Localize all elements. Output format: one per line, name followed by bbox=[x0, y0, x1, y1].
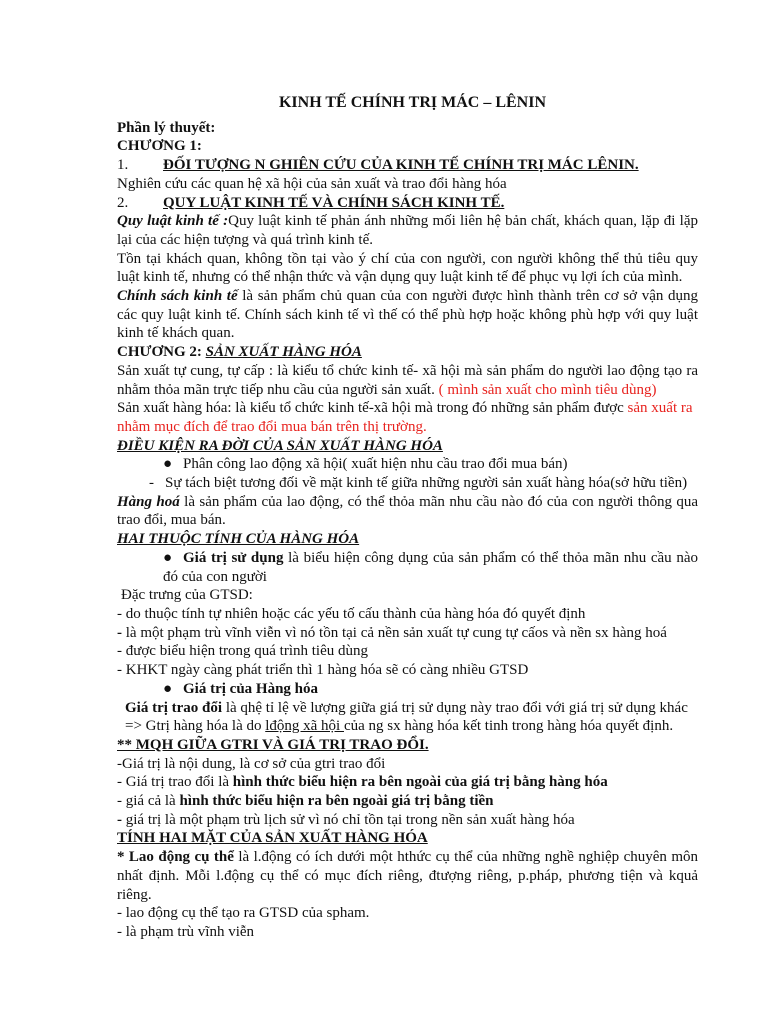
arrow-icon: => bbox=[125, 718, 142, 735]
relation-heading: ** MQH GIỮA GTRI VÀ GIÁ TRỊ TRAO ĐỔI. bbox=[117, 736, 429, 753]
economic-law-text: Quy luật kinh tế phản ánh những mối liên hệ bản chất, khách quan, lặp đi lặp lại của các hiện tượng và quá trình kinh tế. bbox=[117, 213, 698, 248]
bullet-icon: ● bbox=[163, 680, 173, 697]
chapter1-label: CHƯƠNG 1: bbox=[117, 138, 202, 155]
concrete-labor-term: * Lao động cụ thể bbox=[117, 849, 234, 866]
exchange-value-term: Giá trị trao đổi bbox=[125, 699, 223, 716]
goods-definition-paragraph bbox=[117, 493, 698, 530]
section2-number: 2. bbox=[117, 194, 129, 211]
gtsd-item-3: - được biểu hiện trong quá trình tiêu dùng bbox=[117, 643, 369, 660]
relation-item-2-bold: hình thức biểu hiện ra bên ngoài của giá trị bằng hàng hóa bbox=[232, 774, 608, 791]
condition-item-1 bbox=[117, 455, 698, 474]
commodity-production-text: Sản xuất hàng hóa: là kiểu tổ chức kinh tế-xã hội mà trong đó những sản phẩm được bbox=[117, 400, 624, 417]
value-bullet-text: Giá trị của Hàng hóa bbox=[183, 680, 319, 697]
concrete-labor-text: là l.động có ích dưới một hthức cụ thể của những nghề nghiệp chuyên môn nhất định. Mỗi l.động cụ thể có mục đích riêng, đtượng riêng, p.pháp, phương tiện và kquả riêng. bbox=[117, 849, 698, 903]
value-text-b: của ng sx hàng hóa kết tinh trong hàng hóa quyết định. bbox=[343, 718, 674, 735]
self-supply-paragraph bbox=[117, 362, 698, 399]
use-value-bullet bbox=[117, 549, 698, 586]
exchange-value-paragraph bbox=[117, 699, 698, 718]
condition-item-1-text: Phân công lao động xã hội( xuất hiện nhu cầu trao đổi mua bán) bbox=[183, 456, 568, 473]
economic-policy-paragraph bbox=[117, 287, 698, 343]
relation-item-3-text: - giá cả là bbox=[117, 793, 180, 810]
relation-item-2 bbox=[117, 773, 698, 792]
chapter2-label: CHƯƠNG 2: bbox=[117, 344, 206, 361]
relation-item-4 bbox=[117, 811, 698, 830]
relation-item-3 bbox=[117, 792, 698, 811]
economic-law-term: Quy luật kinh tế : bbox=[117, 213, 229, 230]
condition-item-2 bbox=[117, 474, 698, 493]
self-supply-note: ( mình sản xuất cho mình tiêu dùng) bbox=[434, 381, 657, 398]
section2-title: QUY LUẬT KINH TẾ VÀ CHÍNH SÁCH KINH TẾ. bbox=[163, 194, 505, 211]
dash-icon: - bbox=[149, 475, 154, 492]
bullet-icon: ● bbox=[163, 549, 173, 566]
value-text-a: Gtrị hàng hóa là do bbox=[141, 718, 266, 735]
relation-item-1: -Giá trị là nội dung, là cơ sở của gtri trao đổi bbox=[117, 755, 386, 772]
part-heading: Phần lý thuyết: bbox=[117, 119, 216, 136]
bullet-icon: ● bbox=[163, 456, 173, 473]
use-value-term: Giá trị sử dụng bbox=[183, 549, 284, 566]
conditions-heading: ĐIỀU KIỆN RA ĐỜI CỦA SẢN XUẤT HÀNG HÓA bbox=[117, 437, 443, 454]
relation-item-2-text: - Giá trị trao đổi là bbox=[117, 774, 233, 791]
section2-heading bbox=[117, 194, 698, 213]
economic-law-paragraph bbox=[117, 212, 698, 249]
self-supply-text: Sản xuất tự cung, tự cấp : là kiểu tổ chức kinh tế- xã hội mà sản phẩm do người lao động tạo ra nhằm thỏa mãn trực tiếp nhu cầu của người sản xuất. bbox=[117, 362, 698, 398]
concrete-labor-paragraph bbox=[117, 848, 698, 904]
relation-item-4-text: giá trị là một phạm trù lịch sử vì nó chỉ tồn tại trong nền sản xuất hàng hóa bbox=[125, 811, 575, 828]
gtsd-item-2 bbox=[117, 624, 698, 643]
section1-number: 1. bbox=[117, 157, 129, 174]
goods-text: là sản phẩm của lao động, có thể thỏa mãn nhu cầu nào đó của con người thông qua trao đổi, mua bán. bbox=[117, 493, 699, 529]
document-title: KINH TẾ CHÍNH TRỊ MÁC – LÊNIN bbox=[278, 94, 546, 111]
gtsd-item-4: - KHKT ngày càng phát triển thì 1 hàng hóa sẽ có càng nhiều GTSD bbox=[117, 662, 529, 679]
gtsd-item-2-text: là một phạm trù vĩnh viễn vì nó tồn tại cả nền sản xuất tự cung tự cấos và nền sx hàng hoá bbox=[125, 624, 667, 641]
value-text-underlined: lđộng xã hội bbox=[265, 718, 344, 735]
gtsd-heading: Đặc trưng của GTSD: bbox=[121, 587, 253, 604]
economic-policy-text: là sản phẩm chủ quan của con người được hình thành trên cơ sở vận dụng các quy luật kinh tế. Chính sách kinh tế vì thế có thể phù hợp hoặc không phù hợp với quy luật kinh tế khách quan. bbox=[117, 288, 698, 342]
condition-item-2-text: Sự tách biệt tương đối về mặt kinh tế giữa những người sản xuất hàng hóa(sở hữu tiền) bbox=[165, 475, 688, 492]
concrete-labor-item-2: - là phạm trù vĩnh viễn bbox=[117, 923, 255, 940]
section1-text: Nghiên cứu các quan hệ xã hội của sản xuất và trao đổi hàng hóa bbox=[117, 175, 507, 192]
relation-item-3-bold: hình thức biểu hiện ra bên ngoài giá trị bằng tiền bbox=[179, 793, 494, 810]
section1-heading bbox=[117, 156, 698, 175]
value-definition-paragraph bbox=[117, 717, 698, 736]
goods-term: Hàng hoá bbox=[117, 493, 180, 510]
relation-item-4-dash: - bbox=[117, 811, 126, 828]
objective-existence-paragraph: Tồn tại khách quan, không tồn tại vào ý chí của con người, con người không thể thủ tiêu quy luật kinh tế, nhưng có thể nhận thức và vận dụng quy luật kinh tế để phục vụ lợi ích của mình. bbox=[117, 250, 698, 286]
chapter2-heading bbox=[117, 343, 698, 362]
section1-title: ĐỐI TƯỢNG N GHIÊN CỨU CỦA KINH TẾ CHÍNH TRỊ MÁC LÊNIN. bbox=[163, 157, 639, 174]
economic-policy-term: Chính sách kinh tế bbox=[117, 288, 238, 305]
gtsd-item-1: - do thuộc tính tự nhiên hoặc các yếu tố cấu thành của hàng hóa đó quyết định bbox=[117, 605, 586, 622]
commodity-production-note: sản xuất ra nhằm mục đích để trao đổi mua bán trên thị trường. bbox=[117, 400, 693, 435]
value-bullet bbox=[117, 680, 698, 699]
exchange-value-text: là qhệ tỉ lệ về lượng giữa giá trị sử dụng này trao đổi với giá trị sử dụng khác bbox=[222, 699, 688, 716]
chapter2-title: SẢN XUẤT HÀNG HÓA bbox=[205, 344, 362, 361]
dual-nature-heading: TÍNH HAI MẶT CỦA SẢN XUẤT HÀNG HÓA bbox=[117, 830, 428, 847]
use-value-text: là biểu hiện công dụng của sản phẩm có thể thỏa mãn nhu cầu nào đó của con người bbox=[163, 549, 698, 585]
concrete-labor-item-1: - lao động cụ thể tạo ra GTSD của spham. bbox=[117, 905, 370, 922]
two-attributes-heading: HAI THUỘC TÍNH CỦA HÀNG HÓA bbox=[117, 531, 360, 548]
gtsd-item-2-dash: - bbox=[117, 624, 126, 641]
commodity-production-paragraph bbox=[117, 399, 698, 436]
